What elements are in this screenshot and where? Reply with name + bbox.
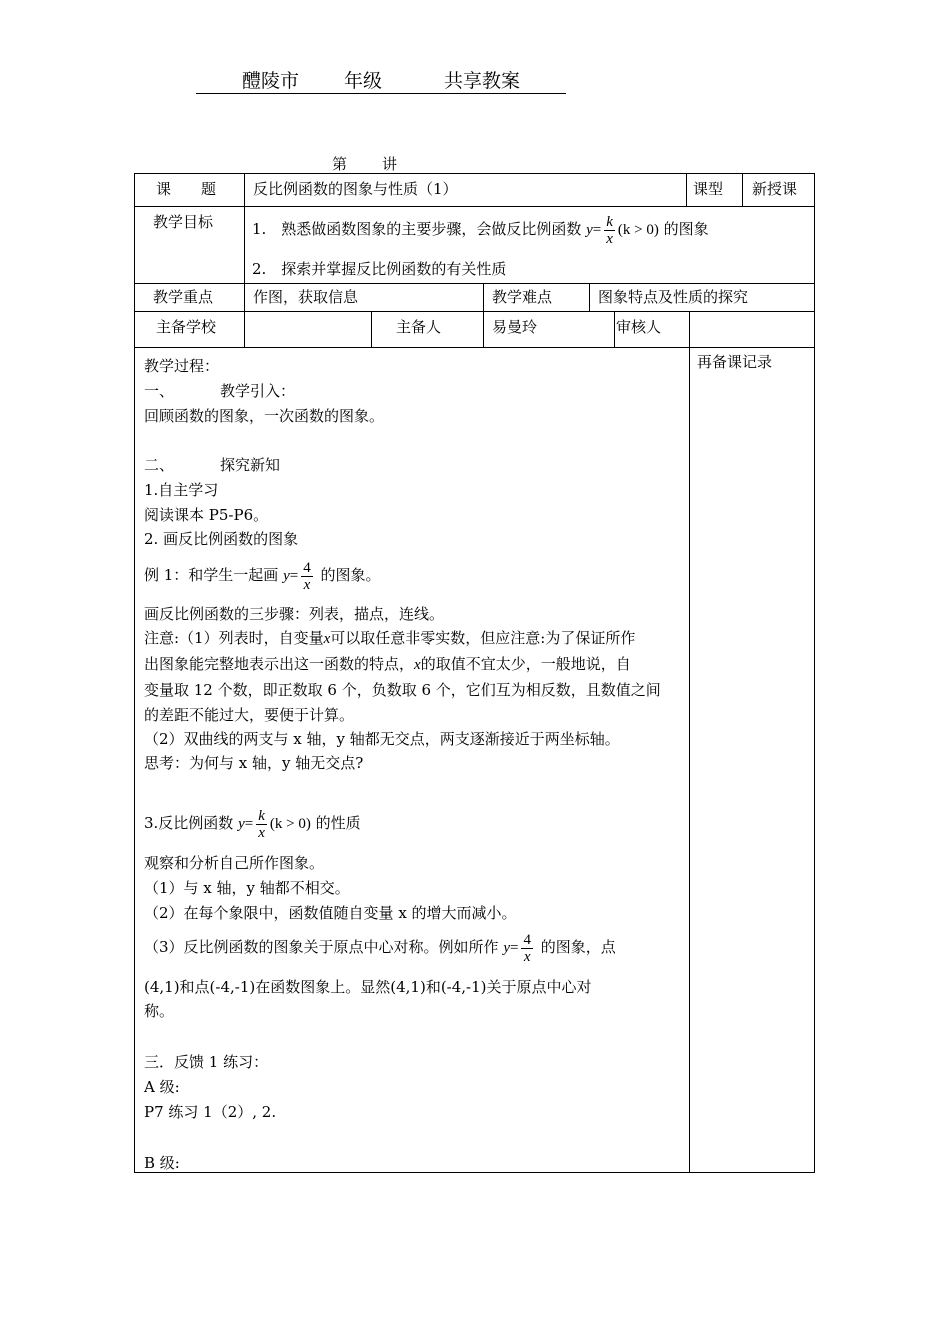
row-divider xyxy=(134,347,815,348)
formula-y-4-over-x: y= $\frac{4}{x}$ xyxy=(283,560,311,594)
level-a: A 级: xyxy=(144,1078,180,1096)
goal-1-prefix: 1. 熟悉做函数图象的主要步骤，会做反比例函数 xyxy=(252,220,582,238)
note-line-2: 出图象能完整地表示出这一函数的特点，x的取值不宜太少，一般地说，自 xyxy=(144,655,631,673)
note-line-3: 变量取 12 个数，即正数取 6 个，负数取 6 个，它们互为相反数，且数值之间 xyxy=(144,681,661,699)
row-divider xyxy=(134,283,815,284)
rerecord-label: 再备课记录 xyxy=(697,353,773,371)
point-1: 1.自主学习 xyxy=(144,481,219,499)
focus-value: 作图，获取信息 xyxy=(253,288,359,306)
goal-1 xyxy=(252,211,709,248)
point-3: 3.反比例函数 y= $\frac{k}{x}$ (k > 0) 的性质 xyxy=(144,808,361,842)
section-3-heading: 三．反馈 1 练习： xyxy=(144,1053,269,1071)
preparer-value: 易曼玲 xyxy=(492,318,538,336)
difficulty-label: 教学难点 xyxy=(492,288,553,306)
preparer-label: 主备人 xyxy=(396,318,442,336)
col-divider xyxy=(689,311,690,1173)
col-divider xyxy=(614,311,615,347)
observe: 观察和分析自己所作图象。 xyxy=(144,854,325,872)
formula-y-k-over-x: y= $\frac{k}{x}$ (k > 0) xyxy=(238,808,311,842)
property-3: （3）反比例函数的图象关于原点中心对称。例如所作 y= $\frac{4}{x}$ 的图象，点 xyxy=(144,932,616,966)
row-divider xyxy=(134,206,815,207)
property-2: （2）在每个象限中，函数值随自变量 x 的增大而减小。 xyxy=(144,904,517,922)
exercise-a: P7 练习 1（2）, 2. xyxy=(144,1103,277,1121)
goal-2: 2. 探索并掌握反比例函数的有关性质 xyxy=(252,260,507,278)
goals-label: 教学目标 xyxy=(153,213,214,231)
type-label: 课型 xyxy=(693,180,724,198)
lecture-jiang: 讲 xyxy=(382,155,398,173)
reviewer-label: 审核人 xyxy=(616,318,662,336)
formula-y-k-over-x: y= $\frac{k}{x}$ (k > 0) xyxy=(586,214,659,248)
process-title: 教学过程： xyxy=(144,357,220,375)
three-steps: 画反比例函数的三步骤：列表，描点，连线。 xyxy=(144,605,445,623)
formula-y-4-over-x: y= $\frac{4}{x}$ xyxy=(503,932,531,966)
header-title: 共享教案 xyxy=(444,70,521,92)
section-2-heading: 二、 探究新知 xyxy=(144,456,281,474)
property-3-line-2: (4,1)和点(-4,-1)在函数图象上。显然(4,1)和(-4,-1)关于原点中心对 xyxy=(144,978,592,996)
example-1: 例 1：和学生一起画 y= $\frac{4}{x}$ 的图象。 xyxy=(144,560,381,594)
focus-label: 教学重点 xyxy=(153,288,214,306)
lecture-di: 第 xyxy=(332,155,348,173)
topic-label: 课 题 xyxy=(156,180,217,198)
col-divider xyxy=(244,173,245,311)
school-label: 主备学校 xyxy=(156,318,217,336)
header-city: 醴陵市 xyxy=(242,70,300,92)
col-divider xyxy=(483,283,484,347)
note-line-4: 的差距不能过大，要便于计算。 xyxy=(144,706,355,724)
col-divider xyxy=(371,311,372,347)
level-b: B 级: xyxy=(144,1154,180,1172)
header-grade: 年级 xyxy=(344,70,383,92)
section-1-heading: 一、 教学引入： xyxy=(144,382,296,400)
point-1-text: 阅读课本 P5-P6。 xyxy=(144,506,269,524)
row-divider xyxy=(134,311,815,312)
difficulty-value: 图象特点及性质的探究 xyxy=(598,288,749,306)
type-value: 新授课 xyxy=(752,180,798,198)
property-3-line-3: 称。 xyxy=(144,1002,175,1020)
point-2: 2. 画反比例函数的图象 xyxy=(144,530,299,548)
note-2: （2）双曲线的两支与 x 轴，y 轴都无交点，两支逐渐接近于两坐标轴。 xyxy=(144,730,620,748)
section-1-text: 回顾函数的图象，一次函数的图象。 xyxy=(144,407,385,425)
col-divider xyxy=(589,283,590,311)
col-divider xyxy=(742,173,743,206)
think-question: 思考：为何与 x 轴，y 轴无交点? xyxy=(144,754,364,772)
property-1: （1）与 x 轴，y 轴都不相交。 xyxy=(144,879,350,897)
topic-value: 反比例函数的图象与性质（1） xyxy=(253,180,458,198)
col-divider xyxy=(244,311,245,347)
note-line-1: 注意:（1）列表时，自变量x可以取任意非零实数，但应注意:为了保证所作 xyxy=(144,629,636,647)
document-header xyxy=(196,66,566,94)
goal-1-suffix: 的图象 xyxy=(663,220,709,238)
col-divider xyxy=(686,173,687,206)
